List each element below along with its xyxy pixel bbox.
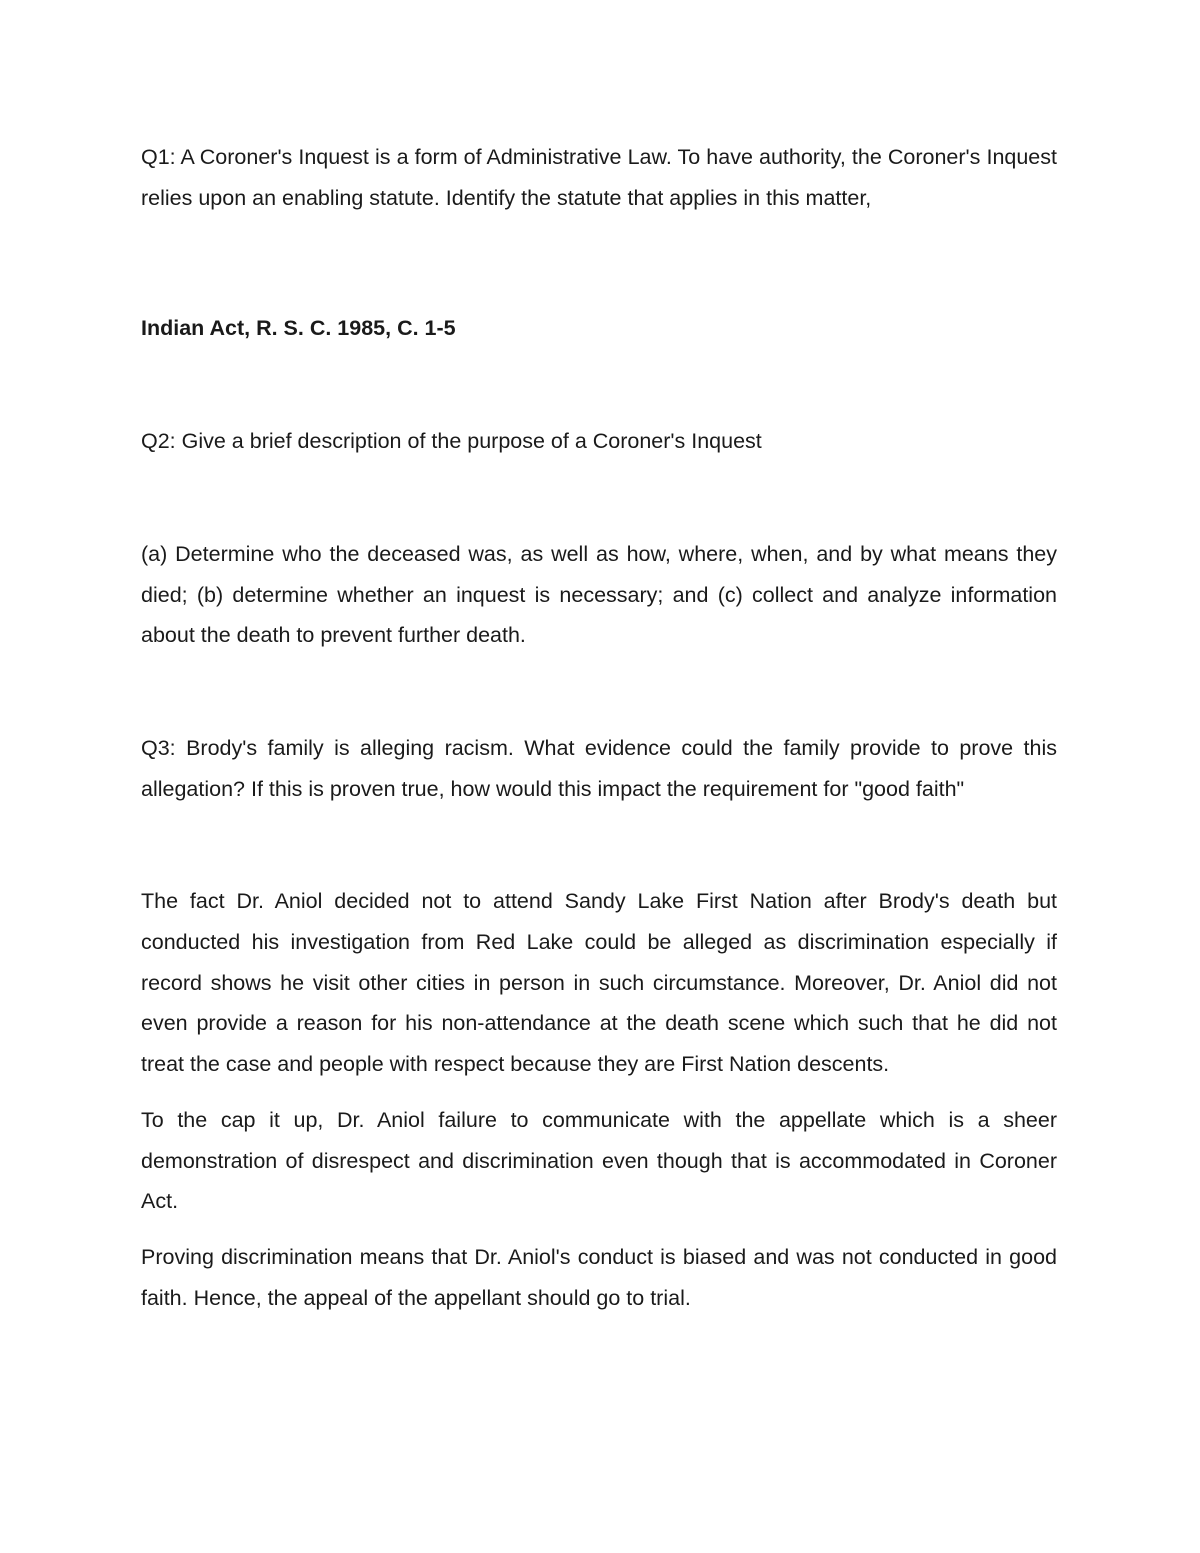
answer-3-paragraph-2: To the cap it up, Dr. Aniol failure to communicate with the appellate which is a sheer demonstration of disrespect and discrimination even though that is accommodated in Coroner Act. bbox=[141, 1107, 1057, 1214]
question-1: Q1: A Coroner's Inquest is a form of Administrative Law. To have authority, the Coroner's Inquest relies upon an enabling statute. Identify the statute that applies in this matter, bbox=[141, 145, 1057, 210]
answer-1: Indian Act, R. S. C. 1985, C. 1-5 bbox=[141, 316, 456, 341]
question-2: Q2: Give a brief description of the purpose of a Coroner's Inquest bbox=[141, 429, 762, 454]
answer-2: (a) Determine who the deceased was, as well as how, where, when, and by what means they died; (b) determine whether an inquest is necessary; and (c) collect and analyze information about the death to prevent further death. bbox=[141, 541, 1057, 648]
question-3: Q3: Brody's family is alleging racism. What evidence could the family provide to prove this allegation? If this is proven true, how would this impact the requirement for "good faith" bbox=[141, 735, 1057, 801]
document-body bbox=[141, 137, 1057, 1318]
answer-3-paragraph-1: The fact Dr. Aniol decided not to attend Sandy Lake First Nation after Brody's death but conducted his investigation from Red Lake could be alleged as discrimination especially if record shows he visit other cities in person in such circumstance. Moreover, Dr. Aniol did not even provide a reason for his non-attendance at the death scene which such that he did not treat the case and people with respect because they are First Nation descents. bbox=[141, 889, 1057, 1077]
answer-3-paragraph-3: Proving discrimination means that Dr. Aniol's conduct is biased and was not conducted in good faith. Hence, the appeal of the appellant should go to trial. bbox=[141, 1244, 1057, 1310]
